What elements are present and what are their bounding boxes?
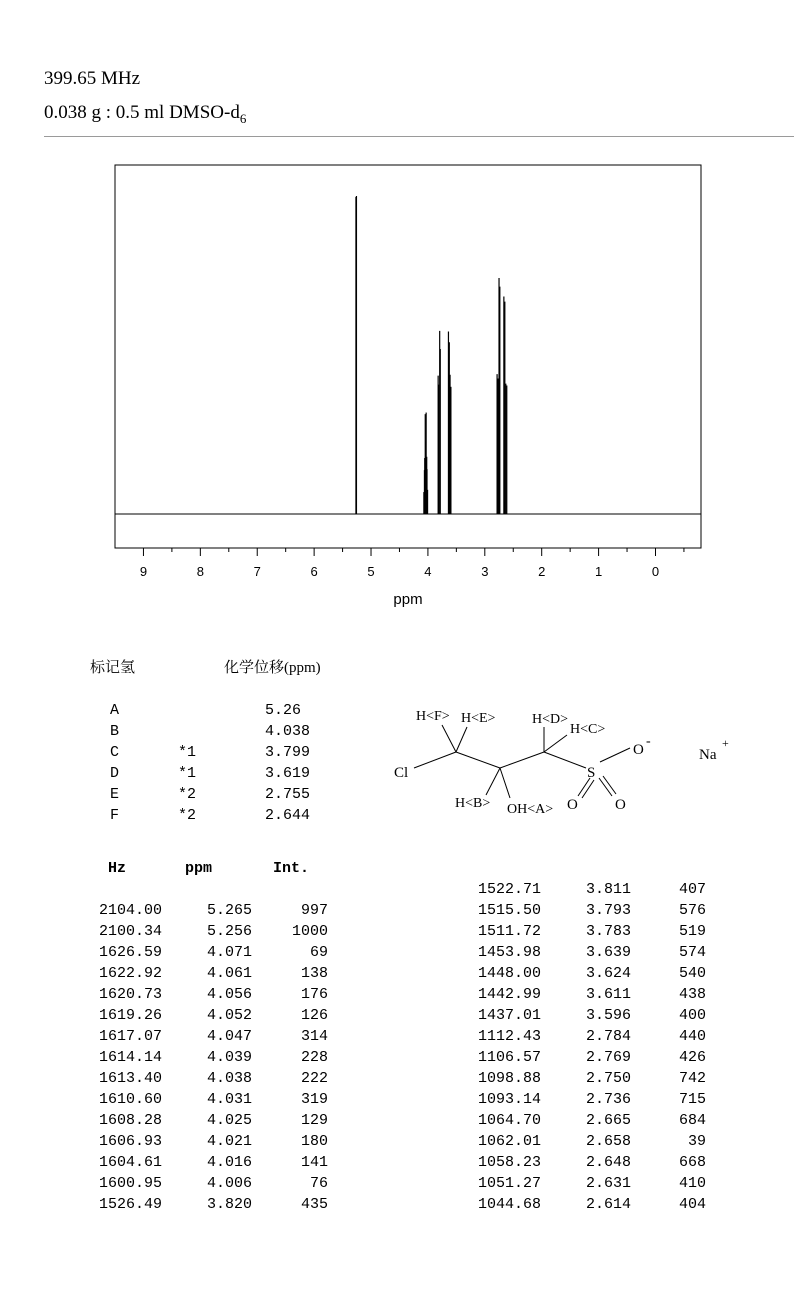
x-tick-label: 7 [253, 564, 261, 579]
nmr-spectrum-chart [0, 0, 794, 620]
peak-intensity: 39 [687, 1133, 706, 1150]
peak-ppm-column-left [180, 900, 252, 1215]
peak-intensity: 540 [678, 965, 706, 982]
peak-ppm: 2.648 [585, 1154, 631, 1171]
x-tick-label: 4 [424, 564, 432, 579]
peak-intensity: 407 [678, 881, 706, 898]
peak-hz: 1606.93 [98, 1133, 162, 1150]
hydrogen-c-label: H<C> [570, 722, 606, 737]
peak-ppm: 4.039 [206, 1049, 252, 1066]
peak-ppm-header: ppm [185, 860, 213, 877]
peak-ppm: 3.596 [585, 1007, 631, 1024]
assignment-labels [110, 700, 119, 826]
x-tick-label: 8 [196, 564, 204, 579]
peak-ppm: 2.631 [585, 1175, 631, 1192]
peak-hz: 1058.23 [477, 1154, 541, 1171]
hydrogen-b-label: H<B> [455, 796, 491, 811]
peak-intensity: 314 [300, 1028, 328, 1045]
peak-hz-column-left [70, 900, 162, 1215]
peak-ppm: 4.031 [206, 1091, 252, 1108]
peak-hz: 1511.72 [477, 923, 541, 940]
peak-hz: 1098.88 [477, 1070, 541, 1087]
peak-ppm: 2.614 [585, 1196, 631, 1213]
assignment-note: *2 [178, 807, 197, 824]
peak-ppm: 3.811 [585, 881, 631, 898]
assignment-label: F [110, 807, 120, 824]
peak-intensity: 997 [300, 902, 328, 919]
peak-intensity: 426 [678, 1049, 706, 1066]
peak-intensity: 129 [300, 1112, 328, 1129]
assignment-notes [178, 700, 196, 826]
peak-intensity: 319 [300, 1091, 328, 1108]
peak-intensity: 126 [300, 1007, 328, 1024]
assignment-shifts [265, 700, 310, 826]
peak-ppm: 2.750 [585, 1070, 631, 1087]
peak-intensity: 404 [678, 1196, 706, 1213]
x-axis-label: ppm [393, 591, 423, 608]
sulfur-label: S [587, 765, 596, 781]
peak-intensity: 180 [300, 1133, 328, 1150]
peak-ppm: 3.820 [206, 1196, 252, 1213]
peak-hz: 1626.59 [98, 944, 162, 961]
hydrogen-d-label: H<D> [532, 712, 569, 727]
peak-intensity: 141 [300, 1154, 328, 1171]
peak-ppm: 3.783 [585, 923, 631, 940]
peak-ppm: 4.052 [206, 1007, 252, 1024]
peak-intensity: 228 [300, 1049, 328, 1066]
peak-ppm: 2.658 [585, 1133, 631, 1150]
peak-ppm: 2.769 [585, 1049, 631, 1066]
peak-hz: 1437.01 [477, 1007, 541, 1024]
chlorine-label: Cl [394, 765, 409, 781]
peak-hz: 1600.95 [98, 1175, 162, 1192]
peak-ppm: 3.793 [585, 902, 631, 919]
assignment-shift: 2.644 [265, 807, 311, 824]
peak-ppm: 4.061 [206, 965, 252, 982]
peak-intensity: 138 [300, 965, 328, 982]
peak-ppm: 2.736 [585, 1091, 631, 1108]
assignment-note [178, 721, 196, 742]
peak-hz: 1526.49 [98, 1196, 162, 1213]
x-tick-label: 5 [367, 564, 375, 579]
peak-ppm: 3.611 [585, 986, 631, 1003]
peak-intensity: 440 [678, 1028, 706, 1045]
peak-hz: 1614.14 [98, 1049, 162, 1066]
peak-hz-header: Hz [108, 860, 127, 877]
assignment-note: *2 [178, 786, 197, 803]
x-tick-label: 0 [651, 564, 660, 579]
peak-hz: 1610.60 [98, 1091, 162, 1108]
peak-ppm: 3.624 [585, 965, 631, 982]
peak-hz: 1106.57 [477, 1049, 541, 1066]
peak-intensity: 1000 [291, 923, 328, 940]
hydroxyl-a-label: OH<A> [507, 802, 554, 817]
peak-ppm: 4.016 [206, 1154, 252, 1171]
peak-hz: 1622.92 [98, 965, 162, 982]
assignment-label: E [110, 786, 120, 803]
peak-group [356, 196, 507, 514]
sample-text: 0.038 g : 0.5 ml DMSO-d [44, 102, 240, 123]
peak-intensity: 742 [678, 1070, 706, 1087]
peak-hz: 1453.98 [477, 944, 541, 961]
peak-intensity: 684 [678, 1112, 706, 1129]
peak-ppm: 4.006 [206, 1175, 252, 1192]
spectrometer-frequency: 399.65 MHz [44, 68, 141, 89]
peak-hz: 1442.99 [477, 986, 541, 1003]
peak-hz-column-right [449, 879, 541, 1215]
peak-ppm: 4.071 [206, 944, 252, 961]
positive-charge: + [722, 736, 729, 750]
peak-int-header: Int. [273, 860, 310, 877]
oxygen-label: O [567, 797, 578, 813]
peak-ppm: 4.038 [206, 1070, 252, 1087]
peak-hz: 1613.40 [98, 1070, 162, 1087]
peak-hz: 1112.43 [477, 1028, 541, 1045]
peak-ppm: 4.047 [206, 1028, 252, 1045]
peak-intensity: 576 [678, 902, 706, 919]
peak-hz: 1522.71 [477, 881, 541, 898]
x-tick-label: 9 [139, 564, 148, 579]
peak-intensity: 410 [678, 1175, 706, 1192]
peak-ppm: 5.256 [206, 923, 252, 940]
sodium-label: Na [699, 747, 717, 763]
assignment-label: A [110, 702, 120, 719]
oxygen-anion-label: O [633, 742, 644, 758]
peak-hz: 1620.73 [98, 986, 162, 1003]
peak-intensity: 438 [678, 986, 706, 1003]
peak-intensity: 574 [678, 944, 706, 961]
peak-hz: 1044.68 [477, 1196, 541, 1213]
assignment-note [178, 700, 196, 721]
assignment-label-header: 标记氢 [90, 660, 136, 676]
peak-ppm-column-right [559, 879, 631, 1215]
peak-hz: 1515.50 [477, 902, 541, 919]
peak-intensity: 435 [300, 1196, 328, 1213]
negative-charge: - [646, 734, 651, 749]
assignment-shift: 3.619 [265, 765, 311, 782]
peak-ppm: 4.021 [206, 1133, 252, 1150]
peak-int-column-right [648, 879, 706, 1215]
peak-hz: 2100.34 [98, 923, 162, 940]
oxygen-label: O [615, 797, 626, 813]
peak-ppm: 3.639 [585, 944, 631, 961]
peak-hz: 1064.70 [477, 1112, 541, 1129]
assignment-label: B [110, 723, 120, 740]
x-axis-ticks [140, 548, 684, 579]
assignment-shift: 3.799 [265, 744, 311, 761]
peak-intensity: 222 [300, 1070, 328, 1087]
peak-ppm: 2.784 [585, 1028, 631, 1045]
peak-hz: 1051.27 [477, 1175, 541, 1192]
assignment-note: *1 [178, 765, 197, 782]
hydrogen-f-label: H<F> [416, 709, 450, 724]
peak-intensity: 76 [309, 1175, 328, 1192]
peak-intensity: 400 [678, 1007, 706, 1024]
x-tick-label: 6 [310, 564, 318, 579]
peak-ppm: 2.665 [585, 1112, 631, 1129]
assignment-label: D [110, 765, 120, 782]
assignment-shift: 4.038 [265, 723, 311, 740]
assignment-shift: 5.26 [265, 702, 302, 719]
assignment-label: C [110, 744, 120, 761]
atom-labels [394, 709, 729, 817]
molecule-structure [380, 700, 760, 830]
hydrogen-e-label: H<E> [461, 711, 496, 726]
x-tick-label: 1 [594, 564, 603, 579]
peak-intensity: 668 [678, 1154, 706, 1171]
peak-intensity: 176 [300, 986, 328, 1003]
peak-intensity: 715 [678, 1091, 706, 1108]
peak-hz: 1619.26 [98, 1007, 162, 1024]
assignment-shift-header: 化学位移(ppm) [224, 660, 321, 676]
peak-int-column-left [270, 900, 328, 1215]
peak-ppm: 4.025 [206, 1112, 252, 1129]
sample-subscript: 6 [239, 110, 247, 126]
peak-ppm: 4.056 [206, 986, 252, 1003]
assignment-note: *1 [178, 744, 197, 761]
peak-hz: 1604.61 [98, 1154, 162, 1171]
x-tick-label: 2 [538, 564, 546, 579]
plot-frame [115, 165, 701, 548]
x-tick-label: 3 [481, 564, 489, 579]
peak-hz: 2104.00 [98, 902, 162, 919]
peak-intensity: 69 [309, 944, 328, 961]
peak-intensity: 519 [678, 923, 706, 940]
peak-hz: 1608.28 [98, 1112, 162, 1129]
peak-hz: 1093.14 [477, 1091, 541, 1108]
peak-hz: 1617.07 [98, 1028, 162, 1045]
peak-ppm: 5.265 [206, 902, 252, 919]
assignment-shift: 2.755 [265, 786, 311, 803]
peak-hz: 1448.00 [477, 965, 541, 982]
peak-hz: 1062.01 [477, 1133, 541, 1150]
